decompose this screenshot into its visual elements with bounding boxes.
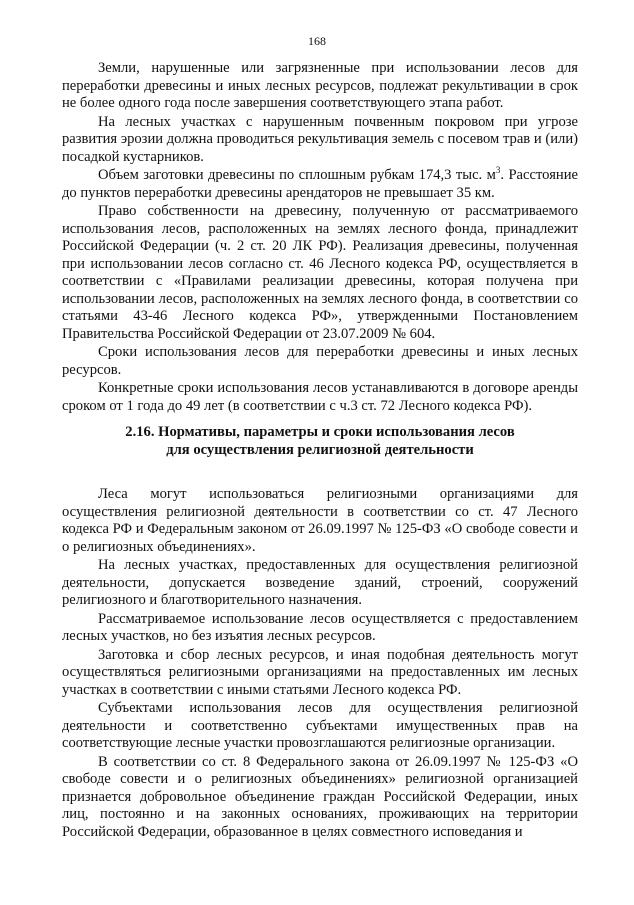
volume-text: Объем заготовки древесины по сплошным рубкам 174,3 тыс. м [98,167,496,183]
section-heading-line2: для осуществления религиозной деятельности [166,441,474,458]
paragraph-harvesting: Заготовка и сбор лесных ресурсов, и иная подобная деятельность могут осуществляться религиозными организациями на предоставленных им лесных участках в соответствии с иными статьями Лесного кодекса РФ. [62,646,578,698]
paragraph-definition: В соответствии со ст. 8 Федерального закона от 26.09.1997 № 125-ФЗ «О свободе совести и о религиозных объединениях» религиозной организацией признается добровольное объединение граждан Российской Федерации, иных лиц, постоянно и на законных основаниях, проживающих на территории Российской Федерации, образованное в целях совместного исповедания и [62,753,578,840]
section-heading [62,424,578,459]
paragraph-erosion: На лесных участках с нарушенным почвенным покровом при угрозе развития эрозии должна проводиться рекультивация земель с посевом трав и (или) посадкой кустарников. [62,113,578,165]
page-number: 168 [308,34,326,48]
paragraph-subjects: Субъектами использования лесов для осуществления религиозной деятельности и соответственно субъектами имущественных прав на соответствующие лесные участки провозглашаются религиозные организации. [62,700,578,751]
section-heading-line1: 2.16. Нормативы, параметры и сроки использования лесов [125,424,515,440]
volume-unit-superscript: 3 [495,165,501,176]
paragraph-ownership: Право собственности на древесину, полученную от рассматриваемого использования лесов, расположенных на землях лесного фонда, принадлежит Российской Федерации (ч. 2 ст. 20 ЛК РФ). Реализация древесины, полученная при использовании лесов согласно ст. 46 Лесного кодекса РФ, осуществляется в соответствии с «Правилами реализации древесины, которая получена при использовании лесов, расположенных на землях лесного фонда, в соответствии со статьями 43-46 Лесного кодекса РФ», утвержденными Постановлением Правительства Российской Федерации от 23.07.2009 № 604. [62,203,578,342]
paragraph-harvest-volume [62,167,578,202]
paragraph-lease-terms: Конкретные сроки использования лесов устанавливаются в договоре аренды сроком от 1 года до 49 лет (в соответствии с ч.3 ст. 72 Лесного кодекса РФ). [62,380,578,414]
page-content [62,60,578,841]
paragraph-no-withdrawal: Рассматриваемое использование лесов осуществляется с предоставлением лесных участков, но без изъятия лесных ресурсов. [62,610,578,644]
volume-distance-text: . Расстояние до пунктов переработки древесины арендаторов не превышает 35 км. [62,167,579,201]
paragraph-religious-use: Леса могут использоваться религиозными организациями для осуществления религиозной деятельности в соответствии со ст. 47 Лесного кодекса РФ и Федеральным законом от 26.09.1997 № 125-ФЗ «О свободе совести и о религиозных объединениях». [62,486,578,555]
paragraph-terms-title: Сроки использования лесов для переработки древесины и иных лесных ресурсов. [62,344,578,378]
paragraph-reclamation-term: Земли, нарушенные или загрязненные при использовании лесов для переработки древесины и иных лесных ресурсов, подлежат рекультивации в срок не более одного года после завершения соответствующего этапа работ. [62,60,578,111]
paragraph-buildings: На лесных участках, предоставленных для осуществления религиозной деятельности, допускается возведение зданий, строений, сооружений религиозного и благотворительного назначения. [62,557,578,608]
